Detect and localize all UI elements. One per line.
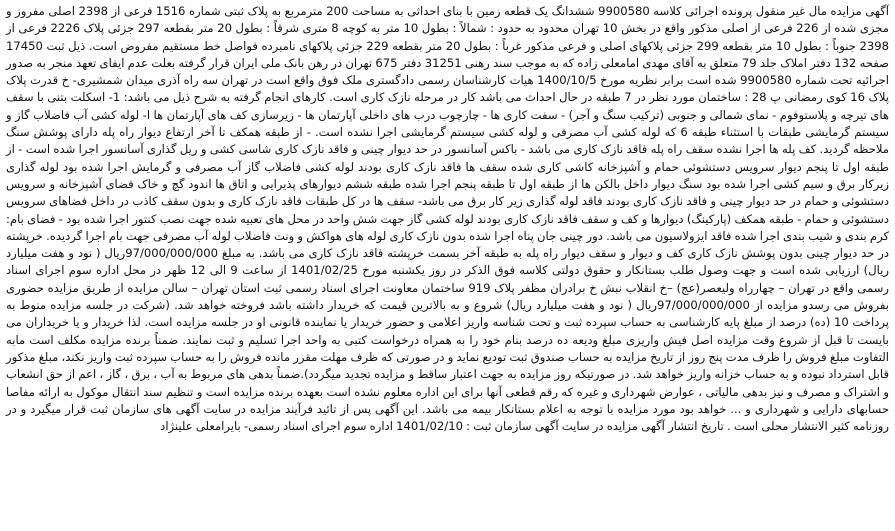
auction-notice-text: آگهی مزایده مال غیر منقول پرونده اجرائی کلاسه 9900580 ششدانگ یک قطعه زمین با بنای احداثی به مساحت 200 مترمربع به پلاک ثبتی شماره 1516 فرعی از 2398 اصلی مفروز و مجزی شده از 226 فرعی از اصلی مذکور واقع در بخش 10 تهران محدود به حدود : شمالاً : بطول 10 متر به کوچه 8 متری شرقاً : بطول 20 متر بقطعه 297 جزئی پلاک 2226 فرعی از 2398 جنوباً : بطول 10 متر بقطعه 299 جزئی پلاکهای اصلی و فرعی مذکور غرباً : بطول 20 متر بقطعه 229 جزئی پلاکهای نامبرده فواصل خط مستقیم مفروض است. ذیل ثبت 17450 صفحه 132 دفتر املاک جلد 79 متعلق به آقای مهدی امامعلی زاده که به موجب سند رهنی 31251 دفتر 675 تهران در رهن بانک ملی ایران قرار گرفته بعلت عدم ایفای تعهد منجر به صدور اجرائیه تحت شماره 9900580 شده است برابر نظریه مورخ 1400/10/5 هیات کارشناسان رسمی دادگستری ملک فوق واقع است در تهران سه راه آذری میدان شمشیری- خ قدرت پلاک پلاک 16 کوی رمضانی پ 28 : ساختمان مورد نظر در 7 طبقه در حال احداث می باشد کار در مرحله نازک کاری است. کارهای انجام گرفته به شرح ذیل می باشد: 1- اسکلت بتنی با سقف های تیرچه و پلاستوفوم - نمای شمالی و جنوبی (ترکیب سنگ و آجر) - سفت کاری ها - چارچوب درب های داخلی آپارتمان ها - زیرسازی کف های آپارتمان ها ا- لوله کشی آب فاضلاب گاز و سیستم گرمایشی طبقات با استثناء طبقه 6 که لوله کشی آب مصرفی و لوله کشی سیستم گرمایشی اجرا نشده است. - از طبقه همکف تا آخر ارتفاع دیوار راه پله دارای پوشش سنگ ملاحظه گردید. کف پله ها اجرا نشده سقف راه پله فاقد نازک کاری می باشد - باکس آسانسور در حد دیوار چینی و فاقد نازک کاری شاسی کشی و ریل گذاری آسانسور اجرا شده است - از طبقه اول تا پنجم دیوار سرویس دستشوئی حمام و آشپزخانه کاشی کاری شده سقف ها فاقد نازک کاری بودند لوله کشی فاضلاب گاز آب مصرفی و گرمایش اجرا شده بود لوله گذاری زیرکار برق و سیم کشی اجرا شده بود سنگ دیوار داخل بالکن ها از طبقه اول تا طبقه پنجم اجرا شده طبقه ششم دیوارهای پذیرایی و اتاق ها اندود گچ و خاک فضای آشپزخانه و سرویس دستشوئی و حمام در حد دیوار چینی و فاقد نازک کاری بودند فاقد لوله گذاری زیر کار برق می باشد- سقف ها در کل طبقات فاقد نازک کاری و بدون سقف کاذب در داخل فضاهای سرویس دستشوئی و حمام - طبقه همکف (پارکینگ) دیوارها و کف و سقف فاقد نازک کاری بودند لوله کشی گاز جهت شش واحد در محل های تعبیه شده جهت نصب کنتور اجرا شده بود - فضای بام: کرم بندی و شیب بندی اجرا شده فاقد ایزولاسیون می باشد. دور چینی جان پناه اجرا شده بدون نازک کاری لوله های هواکش و ونت فاضلاب لوله آب مصرفی جهت بام اجرا گردیده. خرپشته در حد دیوار چینی بدون پوشش نازک کاری کف و دیوار و سقف دیوار راه پله به طبقه آخر بسمت خرپشته فاقد نازک کاری می باشد. به مبلغ 97/000/000/000ریال ( نود و هفت میلیارد ریال) ارزیابی شده است و جهت وصول طلب بستانکار و حقوق دولتی کلاسه فوق الذکر در روز یکشنبه مورخ 1401/02/25 از ساعت 9 الی 12 ظهر در محل اداره سوم اجرای اسناد رسمی واقع در تهران – چهارراه ولیعصر(عج) –خ انقلاب نبش خ برادران مظفر پلاک 919 ساختمان معاونت اجرای اسناد رسمی ثبت استان تهران – سالن مزایده از طریق مزایده حضوری بفروش می رسدو مزایده از 97/000/000/000ریال ( نود و هفت میلیارد ریال) شروع و به بالاترین قیمت که خریدار داشته باشد فروخته خواهد شد. (شرکت در جلسه مزایده منوط به پرداخت 10 (ده) درصد از مبلغ پایه کارشناسی به حساب سپرده ثبت و تحت شناسه واریز اعلامی و حضور خریدار یا نماینده قانونی او در جلسه مزایده است. لذا خریدار و یا خریداران می بایست تا قبل از شروع وقت مزایده اصل فیش واریزی مبلغ ودیعه ده درصد بنام خود را به همراه درخواست کتبی به واحد اجرا تسلیم و ثبت نمایند. ضمناً برنده مزایده مکلف است مابه التفاوت مبلغ فروش را ظرف مدت پنج روز از تاریخ مزایده به حساب صندوق ثبت تودیع نماید و در صورتی که ظرف مهلت مقرر مانده فروش را به حساب سپرده ثبت واریز نکند، مبلغ مذکور قابل استرداد نبوده و به حساب خزانه واریز خواهد شد. در صورتیکه روز مزایده به جهت اعتبار ساقط و مزایده تجدید میگردد).ضمناً بدهی های مربوط به آب ، برق ، گاز ، اعم از حق انشعاب و اشتراک و مصرف و نیز بدهی مالیاتی ، عوارض شهرداری و غیره که رقم قطعی آنها برای این اداره معلوم نشده است بعهده برنده مزایده است و تنظیم سند انتقال موکول به ارائه مفاصا حسابهای دارایی و شهرداری و ... خواهد بود مورد مزایده با توجه به اعلام بستانکار بیمه می باشد. این آگهی پس از تائید فرآیند مزایده در سایت آگهی های سازمان ثبت قرار میگیرد و در روزنامه کثیر الانتشار محلی است . تاریخ انتشار آگهی مزایده در سایت آگهی سازمان ثبت : 1401/02/10 اداره سوم اجرای اسناد رسمی- بایرامعلی علینژاد: [6, 4, 889, 434]
